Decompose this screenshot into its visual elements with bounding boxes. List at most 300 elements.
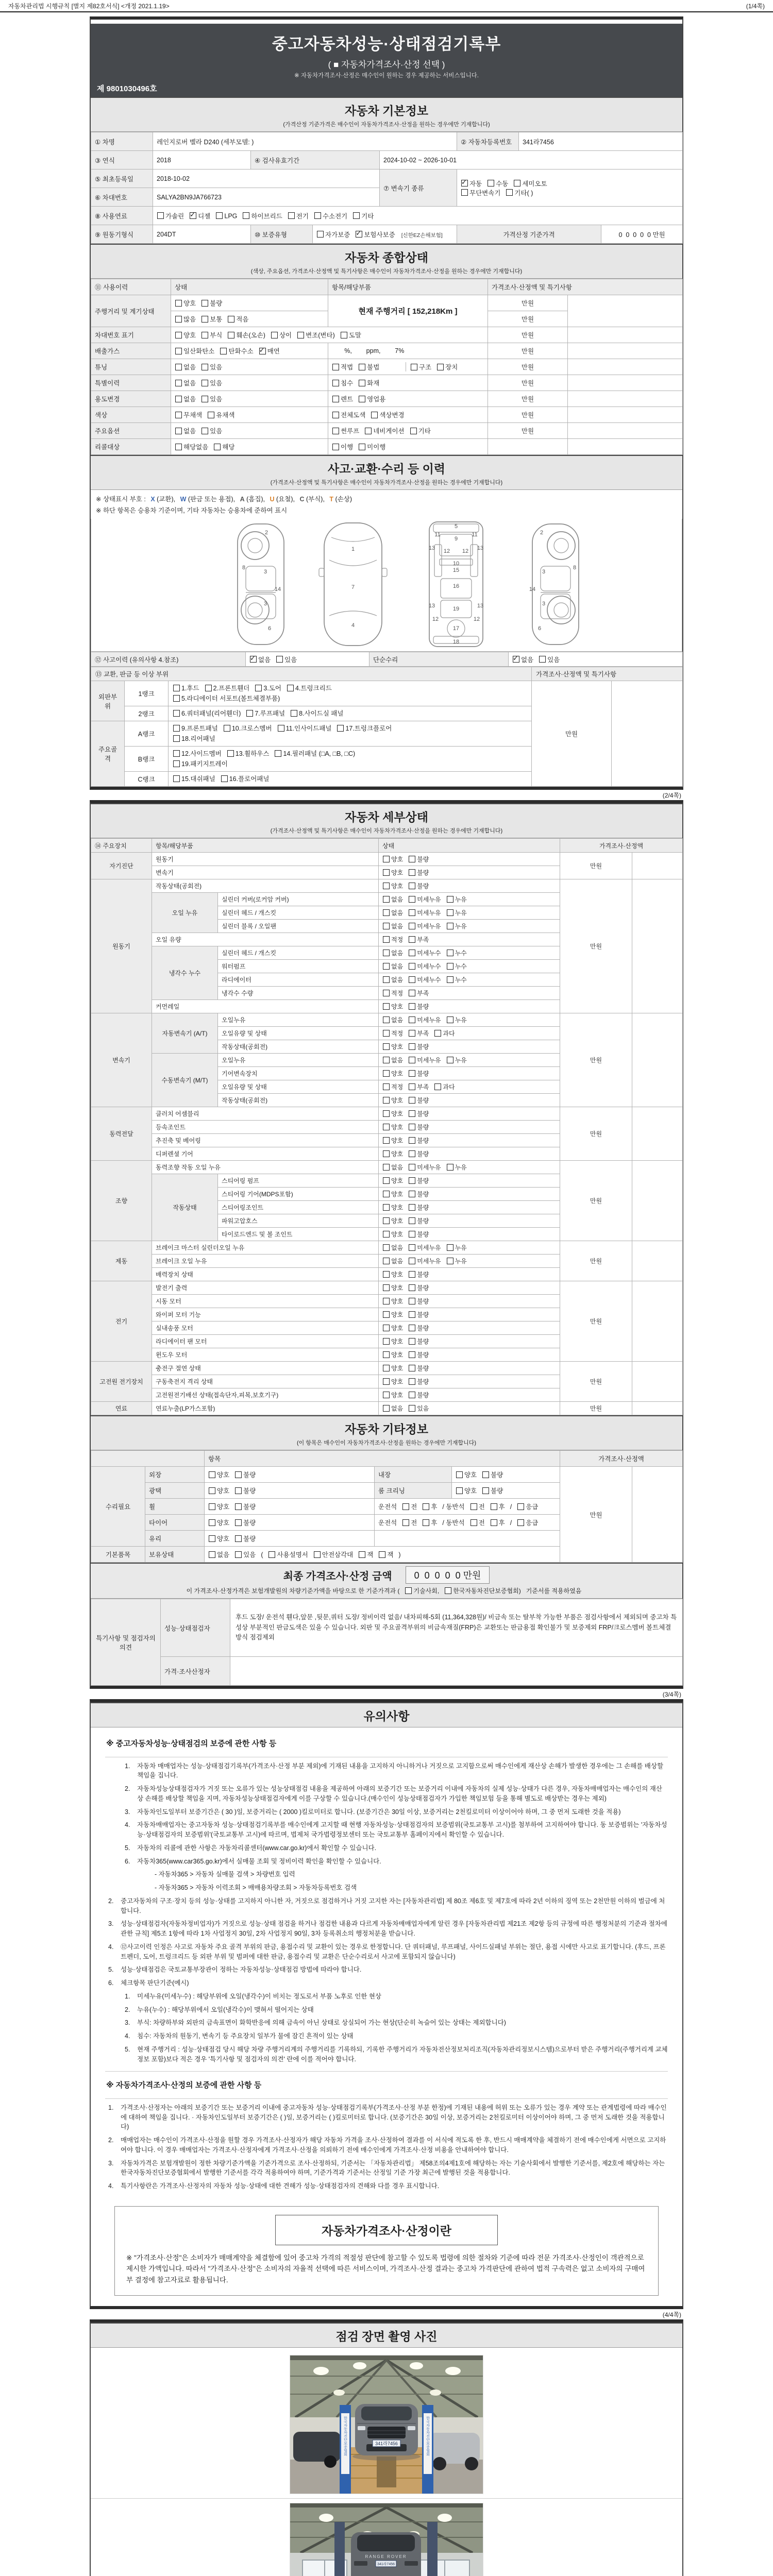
checkbox[interactable]	[227, 750, 234, 757]
checkbox[interactable]	[506, 189, 513, 196]
checkbox[interactable]	[201, 300, 208, 307]
checkbox[interactable]	[383, 1003, 390, 1010]
checkbox[interactable]	[228, 332, 234, 338]
checkbox[interactable]	[491, 1503, 497, 1510]
checkbox[interactable]	[409, 1298, 415, 1304]
checkbox[interactable]	[175, 428, 182, 434]
checkbox[interactable]	[383, 1124, 390, 1130]
checkbox[interactable]	[224, 725, 230, 732]
checkbox[interactable]	[409, 856, 415, 862]
checkbox[interactable]	[383, 1137, 390, 1144]
checkbox[interactable]	[359, 444, 365, 450]
static-element	[408, 962, 441, 971]
static-element	[408, 1350, 429, 1359]
static-element	[208, 1518, 229, 1527]
checkbox[interactable]	[383, 976, 390, 983]
checkbox[interactable]	[332, 428, 339, 434]
option-text: 운전석	[378, 1519, 397, 1527]
checkbox-label: 보통	[210, 316, 223, 323]
checkbox[interactable]	[175, 316, 182, 323]
checkbox[interactable]	[383, 1057, 390, 1063]
checkbox-label: 양호	[391, 1217, 404, 1225]
vin-mark-label: 차대번호 표기	[91, 327, 171, 343]
checkbox[interactable]	[383, 1365, 390, 1371]
checkbox[interactable]	[447, 923, 453, 929]
checkbox[interactable]	[209, 1471, 215, 1478]
checkbox-label: 적정	[391, 990, 404, 997]
checkbox[interactable]	[359, 1551, 365, 1558]
price-survey-select[interactable]: ( ■ 자동차가격조사·산정 선택 )	[328, 60, 445, 70]
static-element	[91, 225, 683, 244]
checkbox[interactable]	[383, 936, 390, 943]
checkbox[interactable]	[409, 1083, 415, 1090]
checkbox[interactable]	[255, 685, 262, 691]
checkbox[interactable]	[332, 412, 339, 418]
checkbox[interactable]	[409, 923, 415, 929]
checkbox[interactable]	[209, 1535, 215, 1542]
opinions-label: 특기사항 및 점검자의 의견	[91, 1599, 161, 1686]
checkbox[interactable]	[411, 364, 417, 370]
checkbox[interactable]	[383, 1043, 390, 1050]
checkbox[interactable]	[447, 1057, 453, 1063]
checkbox[interactable]	[157, 212, 164, 219]
checkbox[interactable]	[379, 1551, 385, 1558]
checkbox[interactable]	[235, 1535, 242, 1542]
checkbox[interactable]	[190, 212, 196, 219]
detail-item-label: 동력조향 작동 오일 누유	[152, 1161, 379, 1174]
checkbox[interactable]	[175, 348, 182, 354]
checkbox-label: 양호	[391, 1284, 404, 1292]
checkbox[interactable]	[461, 189, 468, 196]
rank-items	[169, 681, 532, 706]
checkbox[interactable]	[383, 883, 390, 889]
static-element	[91, 1599, 683, 1686]
checkbox[interactable]	[409, 1258, 415, 1264]
diagram-part-number: 11	[434, 532, 441, 538]
checkbox[interactable]	[409, 1164, 415, 1171]
checkbox[interactable]	[383, 1150, 390, 1157]
checkbox[interactable]	[383, 1244, 390, 1251]
checkbox-label: 불량	[417, 856, 429, 863]
detail-item-label: 오일유량 및 상태	[218, 1080, 379, 1094]
detail-state-options	[379, 853, 560, 866]
checkbox[interactable]	[383, 950, 390, 956]
checkbox[interactable]	[409, 1191, 415, 1197]
static-element	[408, 1391, 429, 1399]
static-element	[465, 2457, 478, 2470]
checkbox[interactable]	[337, 725, 344, 732]
checkbox[interactable]	[175, 396, 182, 402]
checkbox[interactable]	[383, 869, 390, 876]
checkbox[interactable]	[332, 364, 339, 370]
detail-state-options	[379, 879, 560, 893]
checkbox[interactable]	[409, 1137, 415, 1144]
checkbox[interactable]	[491, 1519, 497, 1526]
base-price-value: 0 0 0 0 0 만원	[601, 225, 683, 244]
checkbox[interactable]	[235, 1519, 242, 1526]
static-element	[461, 179, 482, 188]
checkbox[interactable]	[173, 710, 180, 717]
checkbox[interactable]	[275, 750, 281, 757]
checkbox[interactable]	[383, 1392, 390, 1398]
checkbox[interactable]	[447, 896, 453, 903]
checkbox[interactable]	[383, 1177, 390, 1184]
checkbox[interactable]	[409, 1338, 415, 1345]
checkbox[interactable]	[383, 1378, 390, 1385]
static-element	[290, 2503, 483, 2507]
checkbox[interactable]	[365, 428, 372, 434]
static-element	[173, 683, 199, 693]
static-element	[436, 362, 458, 371]
checkbox[interactable]	[409, 1150, 415, 1157]
notice-item-number: 1.	[125, 1762, 130, 1770]
checkbox[interactable]	[383, 1030, 390, 1037]
other-info-table	[91, 1450, 683, 1563]
static-element	[352, 211, 374, 221]
option-text: (	[261, 1551, 263, 1558]
checkbox[interactable]	[423, 1503, 429, 1510]
checkbox[interactable]	[250, 656, 257, 663]
diagram-part-number: 12	[443, 548, 450, 554]
checkbox[interactable]	[383, 1204, 390, 1211]
checkbox[interactable]	[409, 1311, 415, 1318]
checkbox[interactable]	[175, 444, 182, 450]
static-element	[234, 1486, 256, 1495]
checkbox[interactable]	[383, 856, 390, 862]
detail-item-label: 실린더 헤드 / 개스킷	[218, 946, 379, 960]
checkbox[interactable]	[359, 364, 365, 370]
static-element	[382, 1136, 403, 1145]
checkbox[interactable]	[383, 909, 390, 916]
checkbox[interactable]	[201, 428, 208, 434]
checkbox[interactable]	[383, 896, 390, 903]
static-element	[408, 1149, 429, 1158]
detail-state-options	[379, 933, 560, 946]
notice-entry	[108, 1978, 668, 1988]
checkbox[interactable]	[409, 1057, 415, 1063]
checkbox[interactable]	[434, 1030, 441, 1037]
checkbox[interactable]	[409, 1231, 415, 1238]
checkbox[interactable]	[409, 976, 415, 983]
static-element	[354, 2561, 367, 2566]
checkbox-label: 없음	[217, 1551, 230, 1558]
checkbox-label: 미세누유	[417, 1258, 441, 1265]
checkbox[interactable]	[175, 364, 182, 370]
detail-item-label: 원동기	[152, 853, 379, 866]
checkbox[interactable]	[383, 1191, 390, 1197]
checkbox[interactable]	[173, 760, 180, 767]
checkbox[interactable]	[409, 1043, 415, 1050]
checkbox[interactable]	[461, 180, 468, 187]
checkbox[interactable]	[235, 1487, 242, 1494]
detail-price-unit: 만원	[560, 1241, 632, 1281]
checkbox[interactable]	[287, 685, 294, 691]
checkbox[interactable]	[402, 1503, 409, 1510]
checkbox[interactable]	[235, 1551, 242, 1558]
notice-item-text: 침수: 자동차의 원동기, 변속기 등 주요장치 일부가 물에 잠긴 흔적이 있는 상태	[137, 2032, 354, 2040]
checkbox[interactable]	[173, 695, 180, 702]
diagram-part-number: 12	[462, 548, 469, 554]
checkbox[interactable]	[445, 1587, 451, 1594]
checkbox[interactable]	[456, 1471, 463, 1478]
checkbox[interactable]	[209, 1487, 215, 1494]
checkbox[interactable]	[201, 380, 208, 386]
checkbox[interactable]	[359, 380, 365, 386]
checkbox[interactable]	[517, 1503, 524, 1510]
photo-divider	[91, 2498, 682, 2499]
checkbox[interactable]	[409, 950, 415, 956]
checkbox[interactable]	[456, 1487, 463, 1494]
static-element	[433, 2457, 446, 2470]
checkbox[interactable]	[208, 412, 214, 418]
checkbox[interactable]	[332, 396, 339, 402]
checkbox[interactable]	[353, 212, 360, 219]
static-element	[358, 1550, 373, 1559]
checkbox[interactable]	[235, 1503, 242, 1510]
checkbox[interactable]	[409, 936, 415, 943]
checkbox[interactable]	[437, 364, 444, 370]
checkbox[interactable]	[447, 1016, 453, 1023]
detail-state-options	[379, 920, 560, 933]
checkbox[interactable]	[423, 1519, 429, 1526]
notice-entry	[125, 1992, 668, 2002]
detail-state-options	[379, 1375, 560, 1388]
checkbox[interactable]	[383, 1016, 390, 1023]
checkbox[interactable]	[409, 1204, 415, 1211]
checkbox[interactable]	[383, 923, 390, 929]
basic-items-group: 기본품목	[91, 1547, 145, 1563]
color-state	[171, 407, 328, 423]
checkbox[interactable]	[173, 735, 180, 742]
checkbox[interactable]	[383, 1405, 390, 1412]
checkbox[interactable]	[220, 348, 227, 354]
checkbox[interactable]	[173, 685, 180, 691]
checkbox[interactable]	[470, 1519, 477, 1526]
checkbox[interactable]	[209, 1551, 215, 1558]
static-element	[482, 1486, 503, 1495]
checkbox[interactable]	[359, 396, 365, 402]
checkbox[interactable]	[409, 1392, 415, 1398]
checkbox[interactable]	[409, 1016, 415, 1023]
static-element	[313, 1550, 353, 1559]
checkbox[interactable]	[513, 656, 519, 663]
checkbox[interactable]	[383, 1110, 390, 1117]
checkbox[interactable]	[383, 1231, 390, 1238]
other-info-band	[91, 1415, 682, 1450]
checkbox[interactable]	[209, 1519, 215, 1526]
checkbox[interactable]	[482, 1487, 489, 1494]
checkbox[interactable]	[259, 348, 266, 354]
checkbox[interactable]	[383, 1271, 390, 1278]
detail-state-options	[379, 1188, 560, 1201]
checkbox[interactable]	[235, 1471, 242, 1478]
checkbox[interactable]	[332, 380, 339, 386]
checkbox[interactable]	[317, 231, 324, 238]
checkbox[interactable]	[383, 1284, 390, 1291]
static-element	[290, 2355, 483, 2360]
checkbox[interactable]	[356, 231, 362, 238]
static-element	[91, 1451, 683, 1563]
diagram-part-number: 1	[351, 546, 355, 552]
checkbox[interactable]	[383, 1217, 390, 1224]
checkbox[interactable]	[221, 775, 228, 782]
checkbox[interactable]	[447, 976, 453, 983]
checkbox[interactable]	[409, 1070, 415, 1077]
checkbox[interactable]	[488, 180, 494, 187]
main-option-items	[328, 423, 488, 439]
checkbox[interactable]	[383, 1083, 390, 1090]
checkbox[interactable]	[175, 412, 182, 418]
notice-entry	[108, 2181, 668, 2191]
checkbox[interactable]	[271, 332, 278, 338]
checkbox[interactable]	[383, 1258, 390, 1264]
checkbox[interactable]	[405, 1587, 412, 1594]
checkbox[interactable]	[409, 883, 415, 889]
detail-item-label: 타이로드엔드 및 볼 조인트	[218, 1228, 379, 1241]
checkbox[interactable]	[447, 1164, 453, 1171]
checkbox[interactable]	[514, 180, 520, 187]
static-element	[364, 426, 404, 435]
checkbox[interactable]	[209, 1503, 215, 1510]
checkbox-label: 해당	[222, 444, 235, 451]
checkbox[interactable]	[332, 444, 339, 450]
checkbox[interactable]	[409, 869, 415, 876]
checkbox[interactable]	[173, 725, 180, 732]
checkbox[interactable]	[201, 396, 208, 402]
checkbox-label: 전기	[296, 212, 309, 220]
static-element	[456, 1486, 477, 1495]
checkbox-label: 불량	[210, 300, 223, 307]
checkbox[interactable]	[409, 909, 415, 916]
detail-price-note	[632, 1161, 683, 1241]
fuel-label: ⑧ 사용연료	[91, 207, 153, 225]
checkbox[interactable]	[201, 332, 208, 338]
checkbox[interactable]	[383, 1164, 390, 1171]
checkbox[interactable]	[383, 1325, 390, 1331]
checkbox[interactable]	[409, 990, 415, 996]
checkbox[interactable]	[409, 1405, 415, 1412]
checkbox[interactable]	[409, 1365, 415, 1371]
checkbox[interactable]	[409, 1351, 415, 1358]
checkbox[interactable]	[314, 212, 321, 219]
checkbox[interactable]	[175, 300, 182, 307]
checkbox[interactable]	[482, 1471, 489, 1478]
checkbox[interactable]	[434, 1083, 441, 1090]
checkbox[interactable]	[409, 1177, 415, 1184]
state-header: 상태	[171, 279, 328, 295]
checkbox[interactable]	[175, 380, 182, 386]
emission-options	[171, 343, 328, 359]
detail-state-options	[379, 893, 560, 906]
checkbox[interactable]	[447, 1258, 453, 1264]
checkbox[interactable]	[278, 725, 284, 732]
vin-label: ⑥ 차대번호	[91, 188, 153, 207]
checkbox[interactable]	[173, 775, 180, 782]
detail-state-options	[379, 906, 560, 920]
detail-item-label: 디퍼렌셜 기어	[152, 1147, 379, 1161]
notice-entry	[125, 2018, 668, 2028]
checkbox[interactable]	[276, 656, 283, 663]
checkbox[interactable]	[447, 963, 453, 970]
checkbox[interactable]	[383, 1298, 390, 1304]
static-element	[175, 298, 196, 308]
checkbox[interactable]	[409, 963, 415, 970]
checkbox[interactable]	[175, 332, 182, 338]
checkbox[interactable]	[409, 1097, 415, 1104]
detail-state-options	[379, 1013, 560, 1027]
checkbox[interactable]	[383, 1338, 390, 1345]
checkbox[interactable]	[409, 1325, 415, 1331]
final-price-note	[91, 1586, 682, 1595]
checkbox[interactable]	[216, 212, 223, 219]
checkbox[interactable]	[173, 750, 180, 757]
checkbox[interactable]	[214, 444, 221, 450]
checkbox[interactable]	[402, 1519, 409, 1526]
checkbox-label: 누수	[455, 950, 467, 957]
checkbox[interactable]	[268, 1551, 275, 1558]
price-unit: 만원	[488, 391, 568, 407]
checkbox[interactable]	[383, 990, 390, 996]
checkbox[interactable]	[517, 1519, 524, 1526]
checkbox[interactable]	[383, 1070, 390, 1077]
checkbox[interactable]	[383, 1351, 390, 1358]
checkbox[interactable]	[383, 1311, 390, 1318]
checkbox[interactable]	[383, 963, 390, 970]
checkbox[interactable]	[288, 212, 295, 219]
checkbox[interactable]	[470, 1503, 477, 1510]
checkbox[interactable]	[409, 1003, 415, 1010]
static-element	[547, 596, 575, 624]
checkbox[interactable]	[371, 412, 378, 418]
checkbox[interactable]	[201, 364, 208, 370]
device-group-label: 자기진단	[91, 853, 152, 879]
checkbox[interactable]	[447, 1244, 453, 1251]
checkbox[interactable]	[409, 1124, 415, 1130]
checkbox[interactable]	[410, 428, 417, 434]
checkbox[interactable]	[409, 1110, 415, 1117]
checkbox-label: 응급	[526, 1519, 539, 1527]
checkbox[interactable]	[201, 316, 208, 323]
static-element	[382, 1310, 403, 1319]
checkbox[interactable]	[539, 656, 546, 663]
checkbox[interactable]	[341, 332, 347, 338]
checkbox[interactable]	[205, 685, 212, 691]
checkbox[interactable]	[447, 909, 453, 916]
checkbox[interactable]	[409, 1244, 415, 1251]
checkbox[interactable]	[383, 1097, 390, 1104]
checkbox[interactable]	[409, 1030, 415, 1037]
static-element: RANGE ROVER	[365, 2554, 407, 2559]
checkbox[interactable]	[228, 316, 234, 323]
checkbox[interactable]	[447, 950, 453, 956]
checkbox[interactable]	[291, 710, 297, 717]
static-element	[408, 1270, 429, 1279]
checkbox[interactable]	[243, 212, 249, 219]
state-code-desc: (판금 또는 용접),	[188, 496, 236, 503]
checkbox[interactable]	[246, 710, 253, 717]
checkbox[interactable]	[409, 1271, 415, 1278]
checkbox[interactable]	[297, 332, 304, 338]
static-element	[173, 774, 215, 784]
checkbox[interactable]	[314, 1551, 321, 1558]
checkbox[interactable]	[409, 1217, 415, 1224]
checkbox[interactable]	[409, 896, 415, 903]
checkbox[interactable]	[409, 1284, 415, 1291]
device-subgroup-label: 자동변속기 (A/T)	[152, 1013, 218, 1054]
checkbox[interactable]	[409, 1378, 415, 1385]
detail-item-header: 항목/해당부품	[152, 839, 379, 853]
device-header: ⑭ 주요장치	[91, 839, 152, 853]
